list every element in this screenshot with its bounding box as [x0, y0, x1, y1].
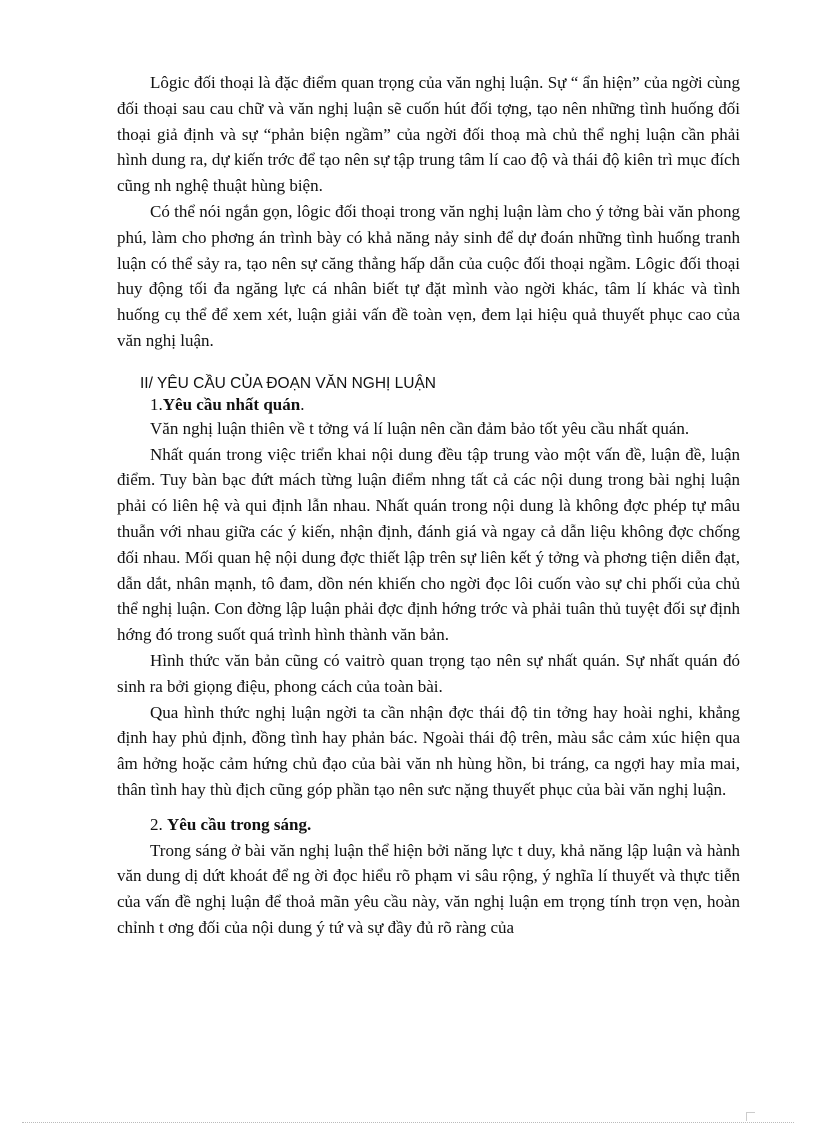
subsection-2-number: 2.	[150, 814, 163, 834]
subsection-1-paragraph-3: Hình thức văn bản cũng có vaitrò quan trọng tạo nên sự nhất quán. Sự nhất quán đó sinh ra bởi giọng điệu, phong cách của toàn bài.	[117, 650, 740, 696]
subsection-2-paragraph-1: Trong sáng ở bài văn nghị luận thể hiện bởi năng lực t duy, khả năng lập luận và hành văn dung dị dứt khoát để ng ời đọc hiểu rõ phạm vi sâu rộng, ý nghĩa lí thuyết và thực tiễn của vấn đề nghị luận để thoả mãn yêu cầu này, văn nghị luận em trọng tính trọn vẹn, hoàn chỉnh t ơng đối của nội dung ý tứ và sự đầy đủ rõ ràng của	[117, 840, 740, 937]
document-body	[117, 70, 740, 941]
subsection-1-title: Yêu cầu nhất quán	[162, 394, 301, 414]
subsection-1-number: 1.	[150, 394, 163, 414]
subsection-1-paragraph-2: Nhất quán trong việc triển khai nội dung đều tập trung vào một vấn đề, luận đề, luận điểm. Tuy bàn bạc đứt mách từng luận điểm nhng tất cả các nội dung trong bài nghị luận phải có liên hệ và qui định lẫn nhau. Nhất quán trong nội dung là không đợc phép tự mâu thuẫn với nhau giữa các ý kiến, nhận định, đánh giá và ngay cả dẫn liệu không đợc chống đối nhau. Mối quan hệ nội dung đợc thiết lập trên sự liên kết ý tởng và phơng tiện diễn đạt, dẫn dắt, nhân mạnh, tô đam, dồn nén khiến cho ngời đọc lôi cuốn vào sự chi phối của chủ thể nghị luận. Con đờng lập luận phải đợc định hớng trớc và phải tuân thủ tuyệt đối sự định hớng đó trong suốt quá trình hình thành văn bản.	[117, 444, 740, 645]
subsection-2-title: Yêu cầu trong sáng.	[167, 814, 312, 834]
intro-paragraph-2: Có thể nói ngắn gọn, lôgic đối thoại trong văn nghị luận làm cho ý tởng bài văn phong phú, làm cho phơng án trình bày có khả năng nảy sinh để dự đoán những tình huống tranh luận có thể sảy ra, tạo nên sự căng thẳng hấp dẫn của cuộc đối thoại ngầm. Lôgic đối thoại huy động tối đa ngăng lực cá nhân biết tự đặt mình vào ngời khác, tâm lí khác và tình huống cụ thể để xem xét, luận giải vấn đề toàn vẹn, đem lại hiệu quả thuyết phục cao của văn nghị luận.	[117, 201, 740, 350]
section-heading: II/ YÊU CẦU CỦA ĐOẠN VĂN NGHỊ LUẬN	[140, 374, 436, 392]
page-corner-mark	[746, 1112, 755, 1121]
subsection-1-heading	[117, 394, 740, 416]
subsection-1-paragraph-1: Văn nghị luận thiên về t tởng vá lí luận nên cần đảm bảo tốt yêu cầu nhất quán.	[150, 418, 690, 438]
subsection-1-paragraph-4: Qua hình thức nghị luận ngời ta cần nhận đợc thái độ tin tởng hay hoài nghi, khẳng định hay phủ định, đồng tình hay phản bác. Ngoài thái độ trên, màu sắc cảm xúc hiện qua âm hởng hoặc cảm hứng chủ đạo của bài văn nh hùng hồn, bi tráng, ca ngợi hay mỉa mai, thân tình hay thù địch cũng góp phần tạo nên sưc nặng thuyết phục của bài văn nghị luận.	[117, 702, 740, 799]
intro-paragraph-1: Lôgic đối thoại là đặc điểm quan trọng của văn nghị luận. Sự “ ẩn hiện” của ngời cùng đối thoại sau cau chữ và văn nghị luận sẽ cuốn hút đối tợng, tạo nên những tình huống đối thoại giả định và sự “phản biện ngầm” của ngời đối thoạ mà chủ thể nghị luận cần phải hình dung ra, dự kiến trớc để tạo nên sự tập trung tâm lí cao độ và thái độ kiên trì mục đích cũng nh nghệ thuật hùng biện.	[117, 73, 740, 196]
subsection-1-suffix: .	[300, 394, 305, 414]
subsection-2-heading	[117, 812, 740, 838]
